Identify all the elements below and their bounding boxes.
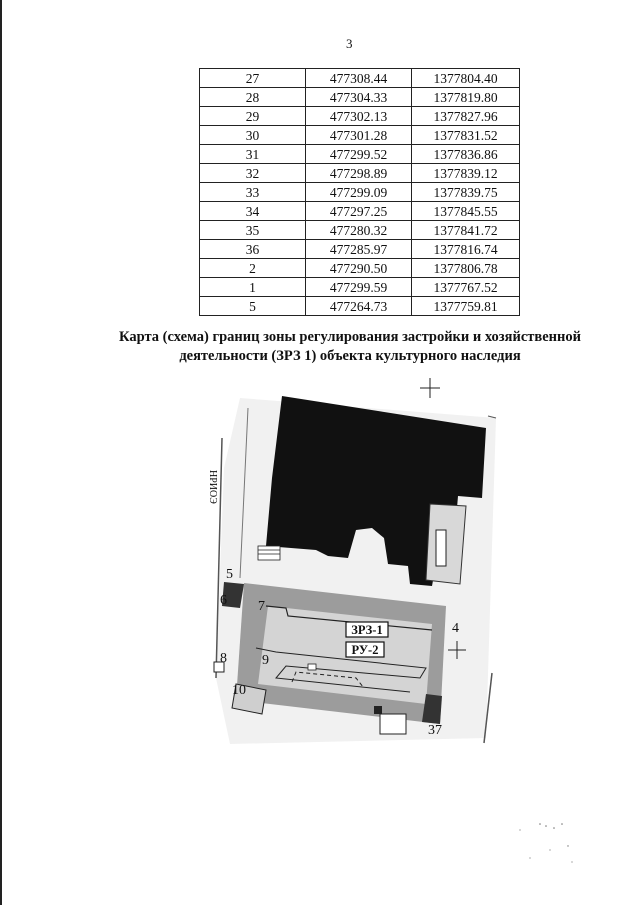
- table-row: [200, 183, 520, 202]
- table-row: [200, 259, 520, 278]
- point-number-cell: 1: [200, 278, 306, 297]
- x-coordinate-cell: 477304.33: [306, 88, 412, 107]
- y-coordinate-cell: 1377759.81: [412, 297, 520, 316]
- table-row: [200, 107, 520, 126]
- small-square: [308, 664, 316, 670]
- point-label-7: 7: [258, 599, 265, 614]
- cadastral-map: [196, 378, 516, 764]
- zone-label: ЗРЗ-1: [351, 623, 383, 637]
- page-number: 3: [346, 36, 353, 51]
- coordinates-table-body: [200, 69, 520, 316]
- ru-label-box: [346, 642, 384, 657]
- map-title-line-2: деятельности (ЗРЗ 1) объекта культурного наследия: [179, 348, 521, 364]
- x-coordinate-cell: 477290.50: [306, 259, 412, 278]
- x-coordinate-cell: 477280.32: [306, 221, 412, 240]
- point-label-9: 9: [262, 653, 269, 668]
- x-coordinate-cell: 477264.73: [306, 297, 412, 316]
- scan-speckles: [510, 818, 580, 868]
- y-coordinate-cell: 1377831.52: [412, 126, 520, 145]
- y-coordinate-cell: 1377836.86: [412, 145, 520, 164]
- coordinates-table: [199, 68, 520, 316]
- page-left-edge: [0, 0, 2, 905]
- point-number-cell: 27: [200, 69, 306, 88]
- zone-label-box: [346, 622, 388, 637]
- x-coordinate-cell: 477299.52: [306, 145, 412, 164]
- point-label-10: 10: [232, 683, 246, 698]
- y-coordinate-cell: 1377819.80: [412, 88, 520, 107]
- building-right-inner: [436, 530, 446, 566]
- x-coordinate-cell: 477299.59: [306, 278, 412, 297]
- x-coordinate-cell: 477298.89: [306, 164, 412, 183]
- table-row: [200, 202, 520, 221]
- table-row: [200, 164, 520, 183]
- y-coordinate-cell: 1377827.96: [412, 107, 520, 126]
- point-number-cell: 36: [200, 240, 306, 259]
- y-coordinate-cell: 1377841.72: [412, 221, 520, 240]
- stairs-hatch: [258, 546, 280, 560]
- point-number-cell: 5: [200, 297, 306, 316]
- table-row: [200, 240, 520, 259]
- table-row: [200, 69, 520, 88]
- point-label-8: 8: [220, 651, 227, 666]
- point-number-cell: 32: [200, 164, 306, 183]
- table-row: [200, 88, 520, 107]
- point-label-6: 6: [220, 593, 227, 608]
- y-coordinate-cell: 1377806.78: [412, 259, 520, 278]
- x-coordinate-cell: 477302.13: [306, 107, 412, 126]
- point-number-cell: 35: [200, 221, 306, 240]
- small-square: [374, 706, 382, 714]
- ru-label: РУ-2: [351, 643, 379, 657]
- y-coordinate-cell: 1377804.40: [412, 69, 520, 88]
- point-number-cell: 2: [200, 259, 306, 278]
- cadastral-map-drawing: [196, 378, 516, 764]
- x-coordinate-cell: 477301.28: [306, 126, 412, 145]
- parcel-small-box: [380, 714, 406, 734]
- point-number-cell: 29: [200, 107, 306, 126]
- point-label-5: 5: [226, 567, 233, 582]
- point-number-cell: 33: [200, 183, 306, 202]
- table-row: [200, 145, 520, 164]
- y-coordinate-cell: 1377839.75: [412, 183, 520, 202]
- point-number-cell: 28: [200, 88, 306, 107]
- y-coordinate-cell: 1377816.74: [412, 240, 520, 259]
- point-label-37: 37: [428, 723, 442, 738]
- x-coordinate-cell: 477285.97: [306, 240, 412, 259]
- point-number-cell: 34: [200, 202, 306, 221]
- map-title: [100, 328, 600, 366]
- map-title-line-1: Карта (схема) границ зоны регулирования застройки и хозяйственной: [119, 329, 581, 345]
- table-row: [200, 278, 520, 297]
- table-row: [200, 221, 520, 240]
- table-row: [200, 126, 520, 145]
- y-coordinate-cell: 1377839.12: [412, 164, 520, 183]
- table-row: [200, 297, 520, 316]
- y-coordinate-cell: 1377767.52: [412, 278, 520, 297]
- point-number-cell: 31: [200, 145, 306, 164]
- x-coordinate-cell: 477308.44: [306, 69, 412, 88]
- x-coordinate-cell: 477297.25: [306, 202, 412, 221]
- point-label-4: 4: [452, 621, 459, 636]
- point-number-cell: 30: [200, 126, 306, 145]
- street-name-label: НРИОЭ: [207, 470, 218, 504]
- x-coordinate-cell: 477299.09: [306, 183, 412, 202]
- y-coordinate-cell: 1377845.55: [412, 202, 520, 221]
